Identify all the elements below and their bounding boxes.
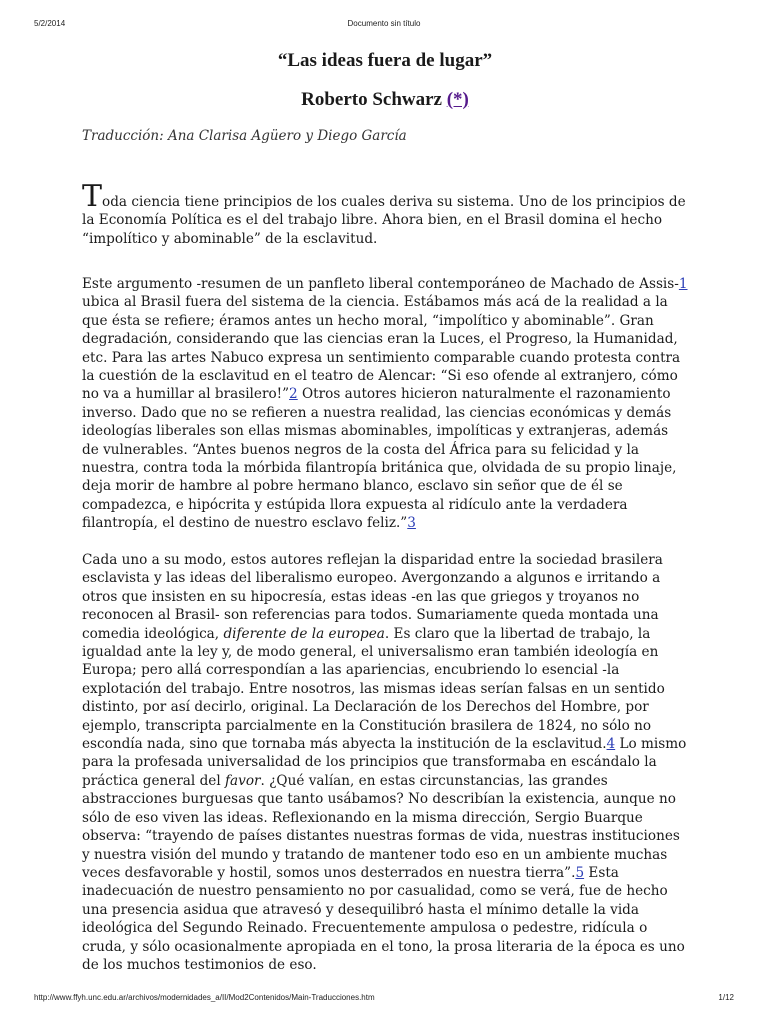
paragraph-3-text-c: Lo mismo para la profesada universalidad de los principios que transformaba en escándalo la práctica general del [82,736,687,789]
footnote-link-1[interactable]: 1 [678,276,688,292]
print-header [34,19,734,31]
print-footer [34,993,734,1005]
article-title: “Las ideas fuera de lugar” [277,50,493,71]
paragraph-3 [82,551,688,974]
author-note-link[interactable]: (*) [446,89,469,110]
footnote-link-3[interactable]: 3 [407,515,416,532]
paragraph-3-text-b: . Es claro que la libertad de trabajo, la igualdad ante la ley y, de modo general, el universalismo eran también ideología en Europa; pero allá correspondían a las apariencias, encubriendo lo esencial -la explotación del trabajo. Entre nosotros, las mismas ideas serían falsas en un sentido distinto, por así decirlo, original. La Declaración de los Derechos del Hombre, por ejemplo, transcripta parcialmente en la Constitución brasilera de 1824, no sólo no escondía nada, sino que tornaba más abyecta la institución de la esclavitud. [82,625,665,753]
drop-cap: T [82,179,103,214]
print-url: http://www.ffyh.unc.edu.ar/archivos/modernidades_a/II/Mod2Contenidos/Main-Traducciones.htm [34,993,375,1002]
paragraph-1 [82,179,688,248]
paragraph-1-text: oda ciencia tiene principios de los cuales deriva su sistema. Uno de los principios de la Economía Política es el del trabajo libre. Ahora bien, en el Brasil domina el hecho “impolítico y abominable” de la esclavitud. [82,194,686,247]
footnote-link-5[interactable]: 5 [575,864,585,881]
paragraph-2-text-b: ubica al Brasil fuera del sistema de la ciencia. Estábamos más acá de la realidad a la que ésta se refiere; éramos antes un hecho moral, “impolítico y abominable”. Gran degradación, considerando que las ciencias eran la Luces, el Progreso, la Humanidad, etc. Para las artes Nabuco expresa un sentimiento comparable cuando protesta contra la cuestión de la esclavitud en el teatro de Alencar: “Si eso ofende al extranjero, cómo no va a humillar al brasilero!” [82,294,681,403]
paragraph-3-text-d: . ¿Qué valían, en estas circunstancias, las grandes abstracciones burguesas que tanto usábamos? No describían la existencia, aunque no sólo de eso viven las ideas. Reflexionando en la misma dirección, Sergio Buarque observa: “trayendo de países distantes nuestras formas de vida, nuestras instituciones y nuestra visión del mundo y tratando de mantener todo eso en un ambiente muchas veces desfavorable y hostil, somos unos desterrados en nuestra tierra”. [82,772,680,881]
paragraph-2-text-a: Este argumento -resumen de un panfleto liberal contemporáneo de Machado de Assis- [82,276,679,292]
paragraph-2 [82,275,688,533]
paragraph-3-text-a: Cada uno a su modo, estos autores reflejan la disparidad entre la sociedad brasilera esclavista y las ideas del liberalismo europeo. Avergonzando a algunos e irritando a otros que insisten en su hipocresía, estas ideas -en las que griegos y troyanos no reconocen al Brasil- son referencias para todos. Sumariamente queda montada una comedia ideológica, [82,552,663,642]
emphasis-favor: favor [225,772,261,789]
footnote-link-4[interactable]: 4 [606,736,616,753]
print-date: 5/2/2014 [34,19,66,28]
print-doc-title: Documento sin título [347,19,421,28]
author-name: Roberto Schwarz [301,89,442,110]
paragraph-2-text-c: Otros autores hicieron naturalmente el razonamiento inverso. Dado que no se refieren a nuestra realidad, las ciencias económicas y demás ideologías liberales son ellas mismas abominables, impolíticas y extranjeras, además de vulnerables. “Antes buenos negros de la costa del África para su felicidad y la nuestra, contra toda la mórbida filantropía británica que, olvidada de su propio linaje, deja morir de hambre al pobre hermano blanco, esclavo sin señor que de él se compadezca, e hipócrita y estúpida llora expuesta al ridículo ante la verdadera filantropía, el destino de nuestro esclavo feliz.” [82,386,677,532]
footnote-link-2[interactable]: 2 [289,386,298,403]
emphasis-europea: diferente de la europea [223,625,385,642]
article-author [82,89,688,111]
translation-credit: Traducción: Ana Clarisa Agüero y Diego García [82,128,407,144]
paragraph-3-text-e: Esta inadecuación de nuestro pensamiento no por casualidad, como se verá, fue de hecho una presencia asidua que atravesó y desequilibró hasta el mínimo detalle la vida ideológica del Segundo Reinado. Frecuentemente ampulosa o pedestre, ridícula o cruda, y sólo ocasionalmente apropiada en el tono, la prosa literaria de la época es uno de los muchos testimonios de eso. [82,864,685,973]
page-number: 1/12 [718,993,734,1002]
